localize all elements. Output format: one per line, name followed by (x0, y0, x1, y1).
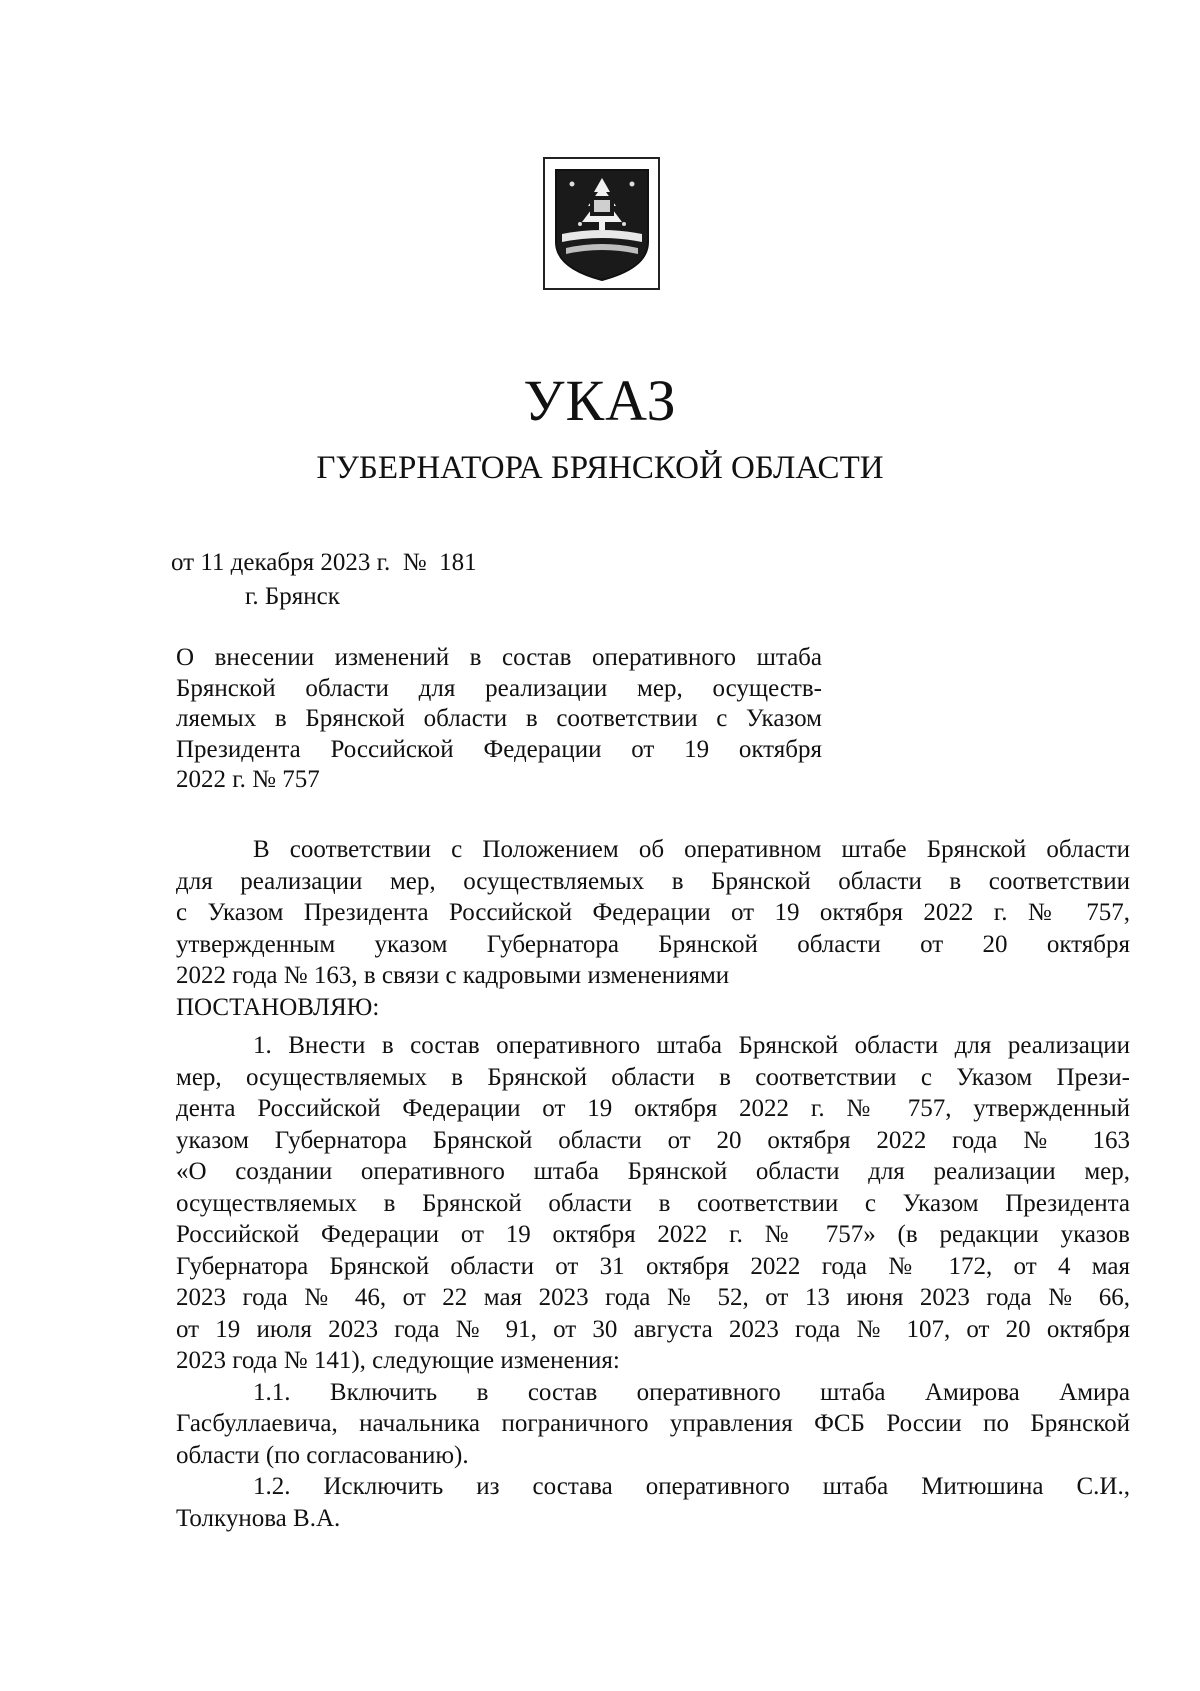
decree-date: 11 декабря 2023 г. (200, 549, 391, 576)
preamble-paragraph (176, 834, 1130, 1023)
preamble-line: с Указом Президента Российской Федерации от 19 октября 2022 г. № 757, (176, 899, 1130, 926)
clause-line: Российской Федерации от 19 октября 2022 г. № 757» (в редакции указов (176, 1221, 1130, 1248)
subject-line: Брянской области для реализации мер, осуществ- (176, 674, 822, 702)
clause-line: 1.2. Исключить из состава оперативного штаба Митюшина С.И., (253, 1473, 1130, 1500)
decree-title: УКАЗ (523, 368, 677, 433)
clause-line: Гасбуллаевича, начальника пограничного управления ФСБ России по Брянской (176, 1410, 1130, 1437)
decree-city: г. Брянск (245, 583, 340, 610)
coat-of-arms-emblem (543, 157, 660, 290)
decree-word: ПОСТАНОВЛЯЮ: (176, 993, 380, 1021)
preamble-line: 2022 года № 163, в связи с кадровыми изменениями (176, 962, 730, 989)
clause-1 (176, 1030, 1130, 1377)
decree-issuer: ГУБЕРНАТОРА БРЯНСКОЙ ОБЛАСТИ (316, 450, 884, 486)
clause-line: области (по согласованию). (176, 1441, 469, 1469)
clause-line: 1.1. Включить в состав оперативного штаба Амирова Амира (253, 1378, 1130, 1406)
subject-line: ляемых в Брянской области в соответствии с Указом (176, 705, 822, 732)
decree-number: 181 (439, 549, 477, 576)
decree-date-line (171, 547, 477, 579)
clause-line: Толкунова В.А. (176, 1504, 341, 1532)
clause-line: 1. Внести в состав оперативного штаба Брянской области для реализации (253, 1032, 1130, 1059)
preamble-line: для реализации мер, осуществляемых в Брянской области в соответствии (176, 867, 1130, 895)
clause-1-1 (176, 1377, 1130, 1472)
subject-line: Президента Российской Федерации от 19 октября (176, 735, 822, 763)
clause-line: «О создании оперативного штаба Брянской области для реализации мер, (176, 1158, 1130, 1185)
number-sign: № (402, 549, 427, 576)
clause-line: от 19 июля 2023 года № 91, от 30 августа 2023 года № 107, от 20 октября (176, 1315, 1130, 1343)
clause-line: осуществляемых в Брянской области в соответствии с Указом Президента (176, 1189, 1130, 1217)
clause-line: Губернатора Брянской области от 31 октября 2022 года № 172, от 4 мая (176, 1252, 1130, 1280)
date-prefix: от (171, 549, 195, 576)
clause-line: 2023 года № 46, от 22 мая 2023 года № 52, от 13 июня 2023 года № 66, (176, 1284, 1130, 1311)
clause-line: дента Российской Федерации от 19 октября 2022 г. № 757, утвержденный (176, 1095, 1130, 1122)
subject-line: О внесении изменений в состав оперативного штаба (176, 644, 822, 671)
coat-of-arms-icon (550, 164, 654, 284)
subject-line: 2022 г. № 757 (176, 766, 320, 793)
clause-line: указом Губернатора Брянской области от 20 октября 2022 года № 163 (176, 1126, 1130, 1154)
preamble-line: утвержденным указом Губернатора Брянской области от 20 октября (176, 930, 1130, 958)
clause-line: мер, осуществляемых в Брянской области в соответствии с Указом Прези- (176, 1063, 1130, 1091)
clauses (176, 1030, 1130, 1534)
clause-line: 2023 года № 141), следующие изменения: (176, 1347, 620, 1374)
clause-1-2 (176, 1471, 1130, 1534)
preamble-line: В соответствии с Положением об оперативном штабе Брянской области (253, 836, 1130, 863)
decree-subject (176, 643, 822, 796)
